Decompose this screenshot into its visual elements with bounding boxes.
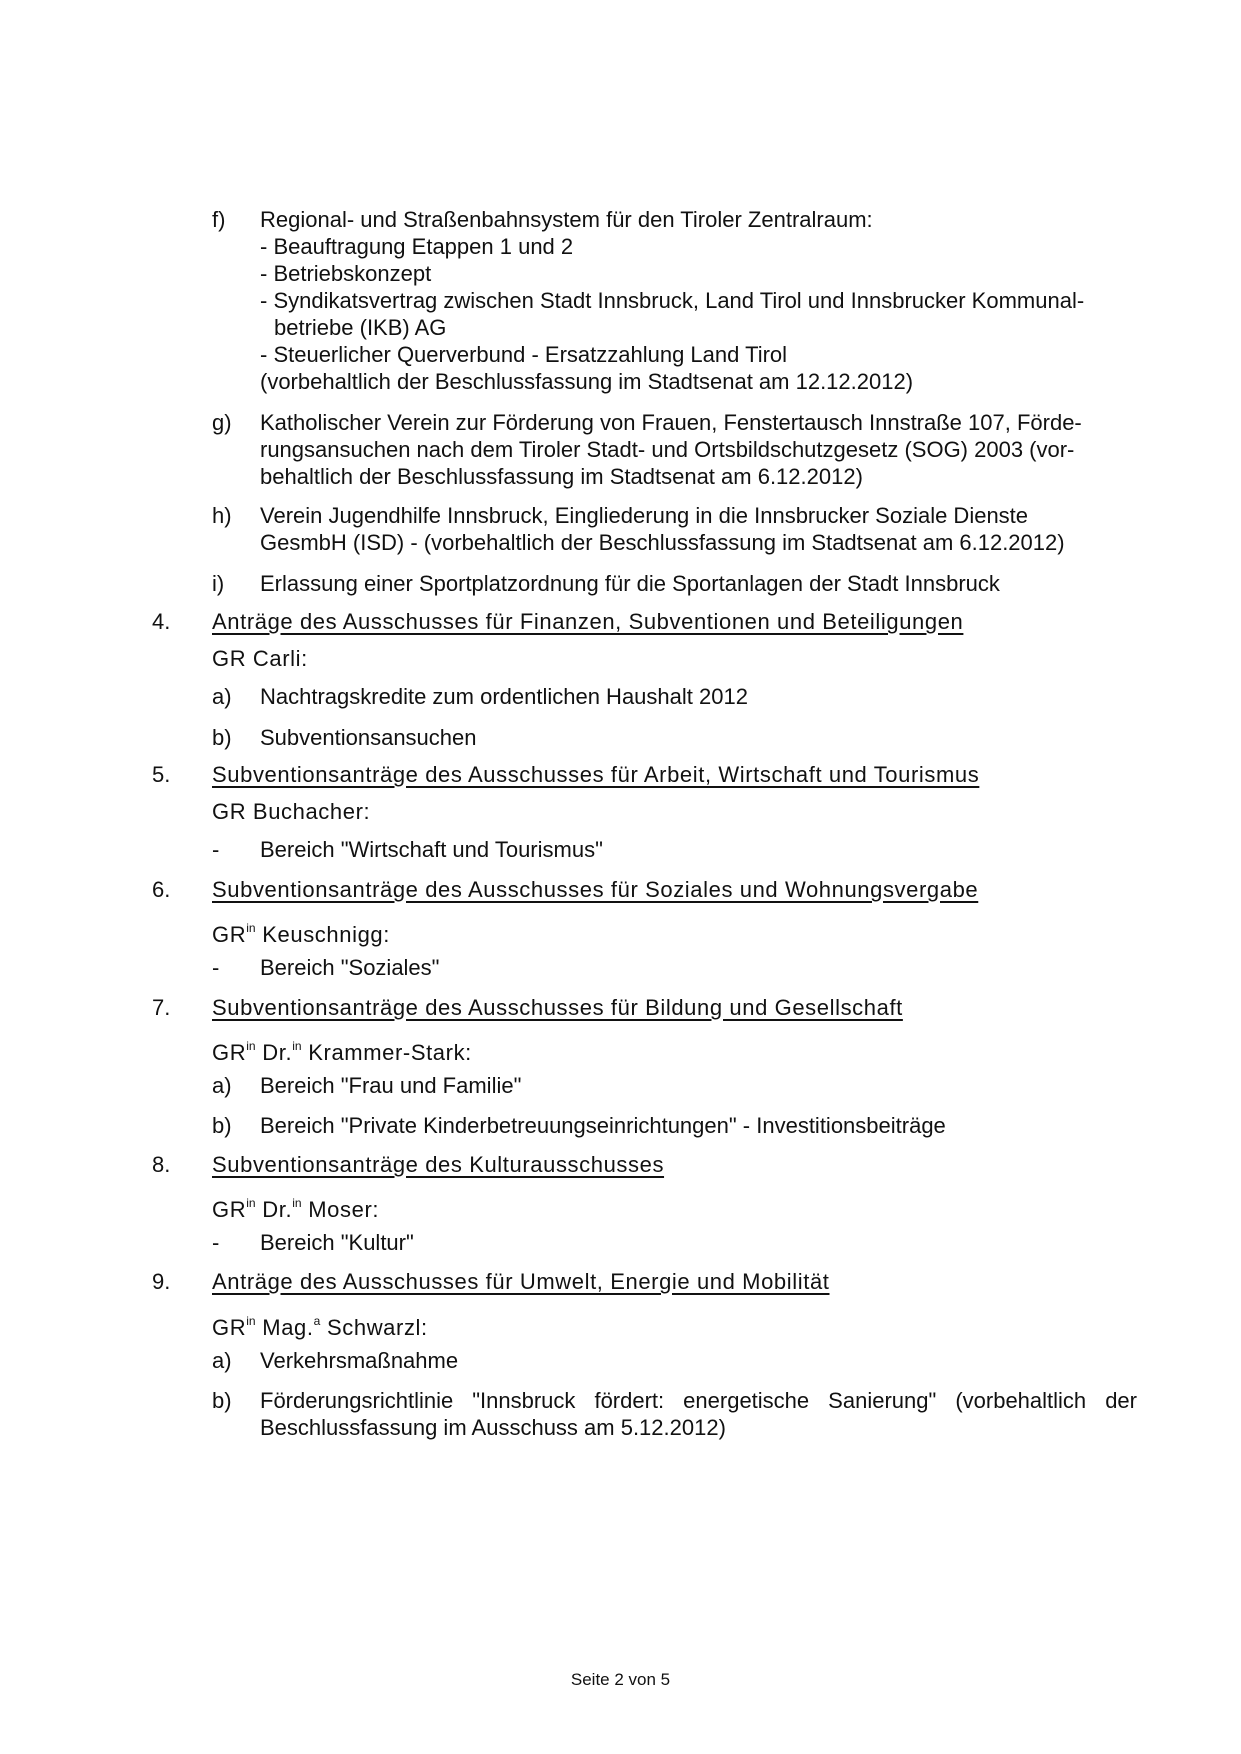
speaker-title-suffix: in xyxy=(246,1196,256,1210)
speaker-title: GR xyxy=(212,646,247,671)
item-line: - Betriebskonzept xyxy=(260,261,432,286)
item-line: rungsansuchen nach dem Tiroler Stadt- und Ortsbildschutzgesetz (SOG) 2003 (vor- xyxy=(260,437,1075,462)
item-label: i) xyxy=(212,571,225,596)
speaker-title: GR xyxy=(212,799,247,824)
speaker-title: GR xyxy=(212,922,247,947)
item-label: - xyxy=(212,955,220,980)
section-heading: Subventionsanträge des Ausschusses für Arbeit, Wirtschaft und Tourismus xyxy=(212,762,980,787)
item-line: betriebe (IKB) AG xyxy=(274,315,447,340)
item-label: a) xyxy=(212,1073,232,1098)
item-text xyxy=(260,409,1082,490)
item-line: - Syndikatsvertrag zwischen Stadt Innsbruck, Land Tirol und Innsbrucker Kommunal- xyxy=(260,288,1085,313)
item-line: behaltlich der Beschlussfassung im Stadtsenat am 6.12.2012) xyxy=(260,464,863,489)
item-label: f) xyxy=(212,207,226,232)
speaker-name: Keuschnigg: xyxy=(262,922,390,947)
section-heading: Anträge des Ausschusses für Finanzen, Subventionen und Beteiligungen xyxy=(212,609,964,634)
item-line: Verein Jugendhilfe Innsbruck, Eingliederung in die Innsbrucker Soziale Dienste xyxy=(260,503,1029,528)
item-label: - xyxy=(212,1230,220,1255)
section-heading: Subventionsanträge des Ausschusses für Bildung und Gesellschaft xyxy=(212,995,903,1020)
item-line: - Steuerlicher Querverbund - Ersatzzahlung Land Tirol xyxy=(260,342,788,367)
item-text xyxy=(260,206,1084,395)
section-number: 4. xyxy=(152,609,171,634)
item-text: Bereich "Wirtschaft und Tourismus" xyxy=(260,837,603,862)
speaker xyxy=(212,1190,379,1223)
speaker-degree-suffix: in xyxy=(292,1039,302,1053)
speaker xyxy=(212,645,308,672)
speaker-name: Carli: xyxy=(252,646,308,671)
page-footer: Seite 2 von 5 xyxy=(570,1670,671,1689)
item-text: Bereich "Kultur" xyxy=(260,1230,414,1255)
item-label: b) xyxy=(212,1113,232,1138)
section-number: 8. xyxy=(152,1152,171,1177)
speaker-degree-suffix: a xyxy=(313,1314,321,1328)
section-heading: Anträge des Ausschusses für Umwelt, Energie und Mobilität xyxy=(212,1269,830,1294)
section-number: 7. xyxy=(152,995,171,1020)
item-line: Regional- und Straßenbahnsystem für den Tiroler Zentralraum: xyxy=(260,207,873,232)
speaker-degree: Dr. xyxy=(262,1197,293,1222)
speaker-name: Buchacher: xyxy=(252,799,371,824)
item-line: (vorbehaltlich der Beschlussfassung im Stadtsenat am 12.12.2012) xyxy=(260,369,914,394)
item-text: Bereich "Frau und Familie" xyxy=(260,1073,522,1098)
item-label: h) xyxy=(212,503,232,528)
item-label: a) xyxy=(212,1348,232,1373)
section-heading: Subventionsanträge des Kulturausschusses xyxy=(212,1152,665,1177)
item-line: Katholischer Verein zur Förderung von Frauen, Fenstertausch Innstraße 107, Förde- xyxy=(260,410,1082,435)
speaker-title: GR xyxy=(212,1197,247,1222)
speaker-title: GR xyxy=(212,1040,247,1065)
speaker-degree-suffix: in xyxy=(292,1196,302,1210)
speaker-degree: Dr. xyxy=(262,1040,293,1065)
section-number: 5. xyxy=(152,762,171,787)
item-text xyxy=(260,502,1065,556)
item-label: g) xyxy=(212,410,232,435)
speaker-name: Krammer-Stark: xyxy=(308,1040,472,1065)
item-text: Förderungsrichtlinie "Innsbruck fördert: energetische Sanierung" (vorbehaltlich der Beschlussfassung im Ausschuss am 5.12.2012) xyxy=(260,1388,1137,1440)
section-number: 6. xyxy=(152,877,171,902)
section-heading: Subventionsanträge des Ausschusses für Soziales und Wohnungsvergabe xyxy=(212,877,979,902)
speaker-title-suffix: in xyxy=(246,921,256,935)
item-text: Subventionsansuchen xyxy=(260,725,477,750)
item-text: Bereich "Private Kinderbetreuungseinrichtungen" - Investitionsbeiträge xyxy=(260,1113,946,1138)
item-text: Bereich "Soziales" xyxy=(260,955,440,980)
speaker-title-suffix: in xyxy=(246,1039,256,1053)
item-line: - Beauftragung Etappen 1 und 2 xyxy=(260,234,574,259)
speaker xyxy=(212,915,390,948)
speaker-title: GR xyxy=(212,1315,247,1340)
speaker xyxy=(212,1308,428,1341)
speaker-title-suffix: in xyxy=(246,1314,256,1328)
item-line: GesmbH (ISD) - (vorbehaltlich der Beschlussfassung im Stadtsenat am 6.12.2012) xyxy=(260,530,1065,555)
speaker-degree: Mag. xyxy=(262,1315,314,1340)
speaker xyxy=(212,798,370,825)
item-label: - xyxy=(212,837,220,862)
item-label: b) xyxy=(212,725,232,750)
speaker xyxy=(212,1033,472,1066)
item-text: Verkehrsmaßnahme xyxy=(260,1348,459,1373)
item-line: Erlassung einer Sportplatzordnung für die Sportanlagen der Stadt Innsbruck xyxy=(260,571,1000,596)
speaker-name: Moser: xyxy=(308,1197,380,1222)
item-label: a) xyxy=(212,684,232,709)
section-number: 9. xyxy=(152,1269,171,1294)
item-text: Nachtragskredite zum ordentlichen Haushalt 2012 xyxy=(260,684,748,709)
item-text xyxy=(260,570,1000,597)
speaker-name: Schwarzl: xyxy=(326,1315,428,1340)
item-label: b) xyxy=(212,1388,232,1413)
